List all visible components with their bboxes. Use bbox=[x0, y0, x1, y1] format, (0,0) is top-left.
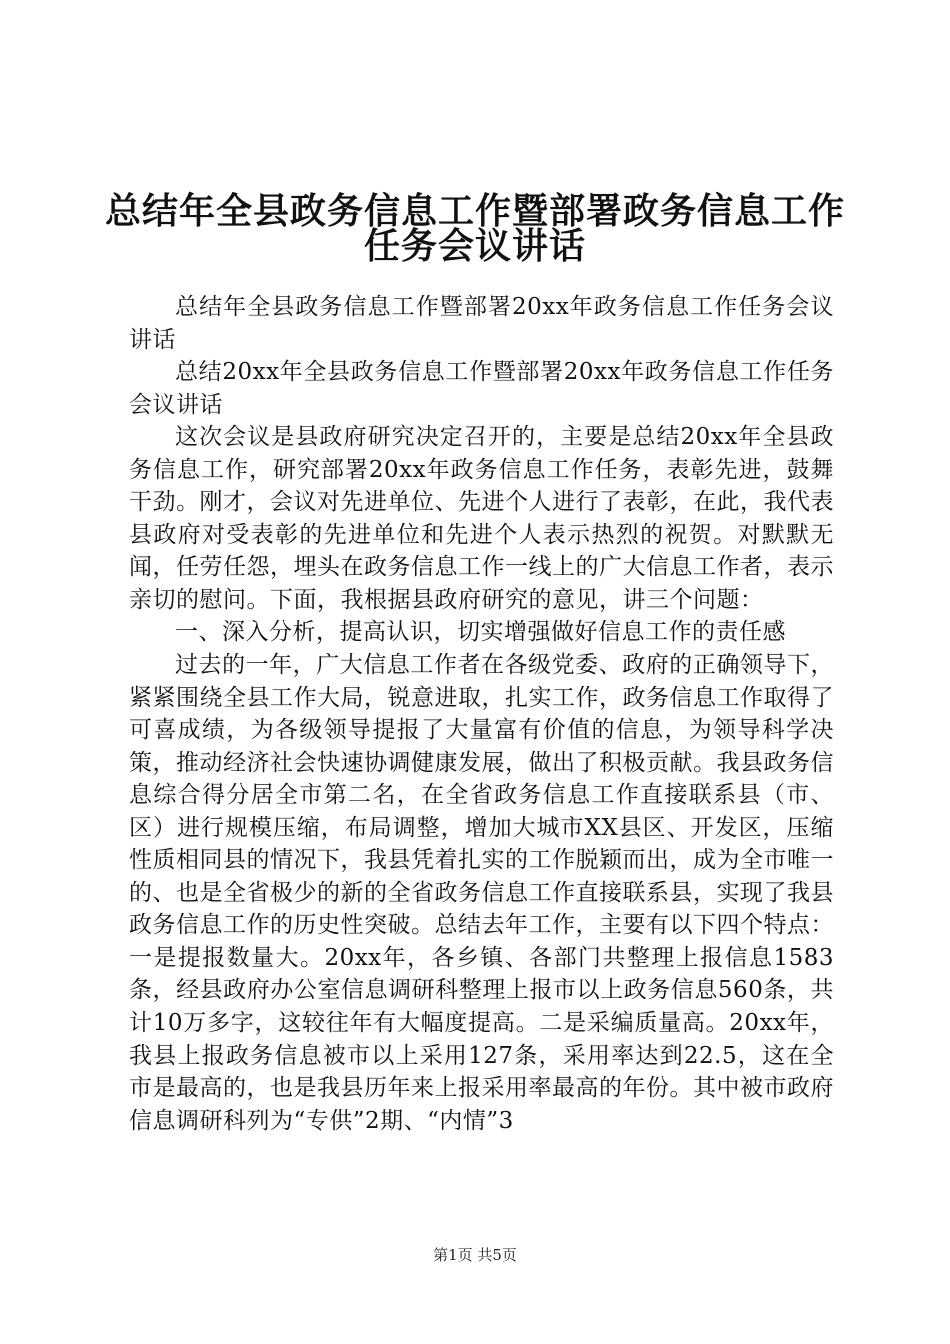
document-title-line-1: 总结年全县政务信息工作暨部署政务信息工作 bbox=[104, 190, 845, 232]
paragraph: 这次会议是县政府研究决定召开的，主要是总结20xx年全县政务信息工作，研究部署20xx年政务信息工作任务，表彰先进，鼓舞干劲。刚才，会议对先进单位、先进个人进行了表彰，在此，我代表县政府对受表彰的先进单位和先进个人表示热烈的祝贺。对默默无闻，任劳任怨，埋头在政务信息工作一线上的广大信息工作者，表示亲切的慰问。下面，我根据县政府研究的意见，讲三个问题： bbox=[129, 424, 834, 613]
page-number-footer: 第1页 共5页 bbox=[433, 1246, 517, 1264]
document-body bbox=[129, 291, 834, 1137]
paragraph: 总结年全县政务信息工作暨部署20xx年政务信息工作任务会议讲话 bbox=[129, 294, 834, 353]
document-title-line-2: 任务会议讲话 bbox=[363, 225, 586, 267]
paragraph: 过去的一年，广大信息工作者在各级党委、政府的正确领导下，紧紧围绕全县工作大局，锐意进取，扎实工作，政务信息工作取得了可喜成绩，为各级领导提报了大量富有价值的信息，为领导科学决策，推动经济社会快速协调健康发展，做出了积极贡献。我县政务信息综合得分居全市第二名，在全省政务信息工作直接联系县（市、区）进行规模压缩，布局调整，增加大城市XX县区、开发区，压缩性质相同县的情况下，我县凭着扎实的工作脱颖而出，成为全市唯一的、也是全省极少的新的全省政务信息工作直接联系县，实现了我县政务信息工作的历史性突破。总结去年工作，主要有以下四个特点：一是提报数量大。20xx年，各乡镇、各部门共整理上报信息1583条，经县政府办公室信息调研科整理上报市以上政务信息560条，共计10万多字，这较往年有大幅度提高。二是采编质量高。20xx年，我县上报政务信息被市以上采用127条，采用率达到22.5，这在全市是最高的，也是我县历年来上报采用率最高的年份。其中被市政府信息调研科列为“专供”2期、“内情”3 bbox=[129, 652, 834, 1134]
section-heading: 一、深入分析，提高认识，切实增强做好信息工作的责任感 bbox=[175, 619, 786, 646]
paragraph: 总结20xx年全县政务信息工作暨部署20xx年政务信息工作任务会议讲话 bbox=[129, 359, 834, 418]
